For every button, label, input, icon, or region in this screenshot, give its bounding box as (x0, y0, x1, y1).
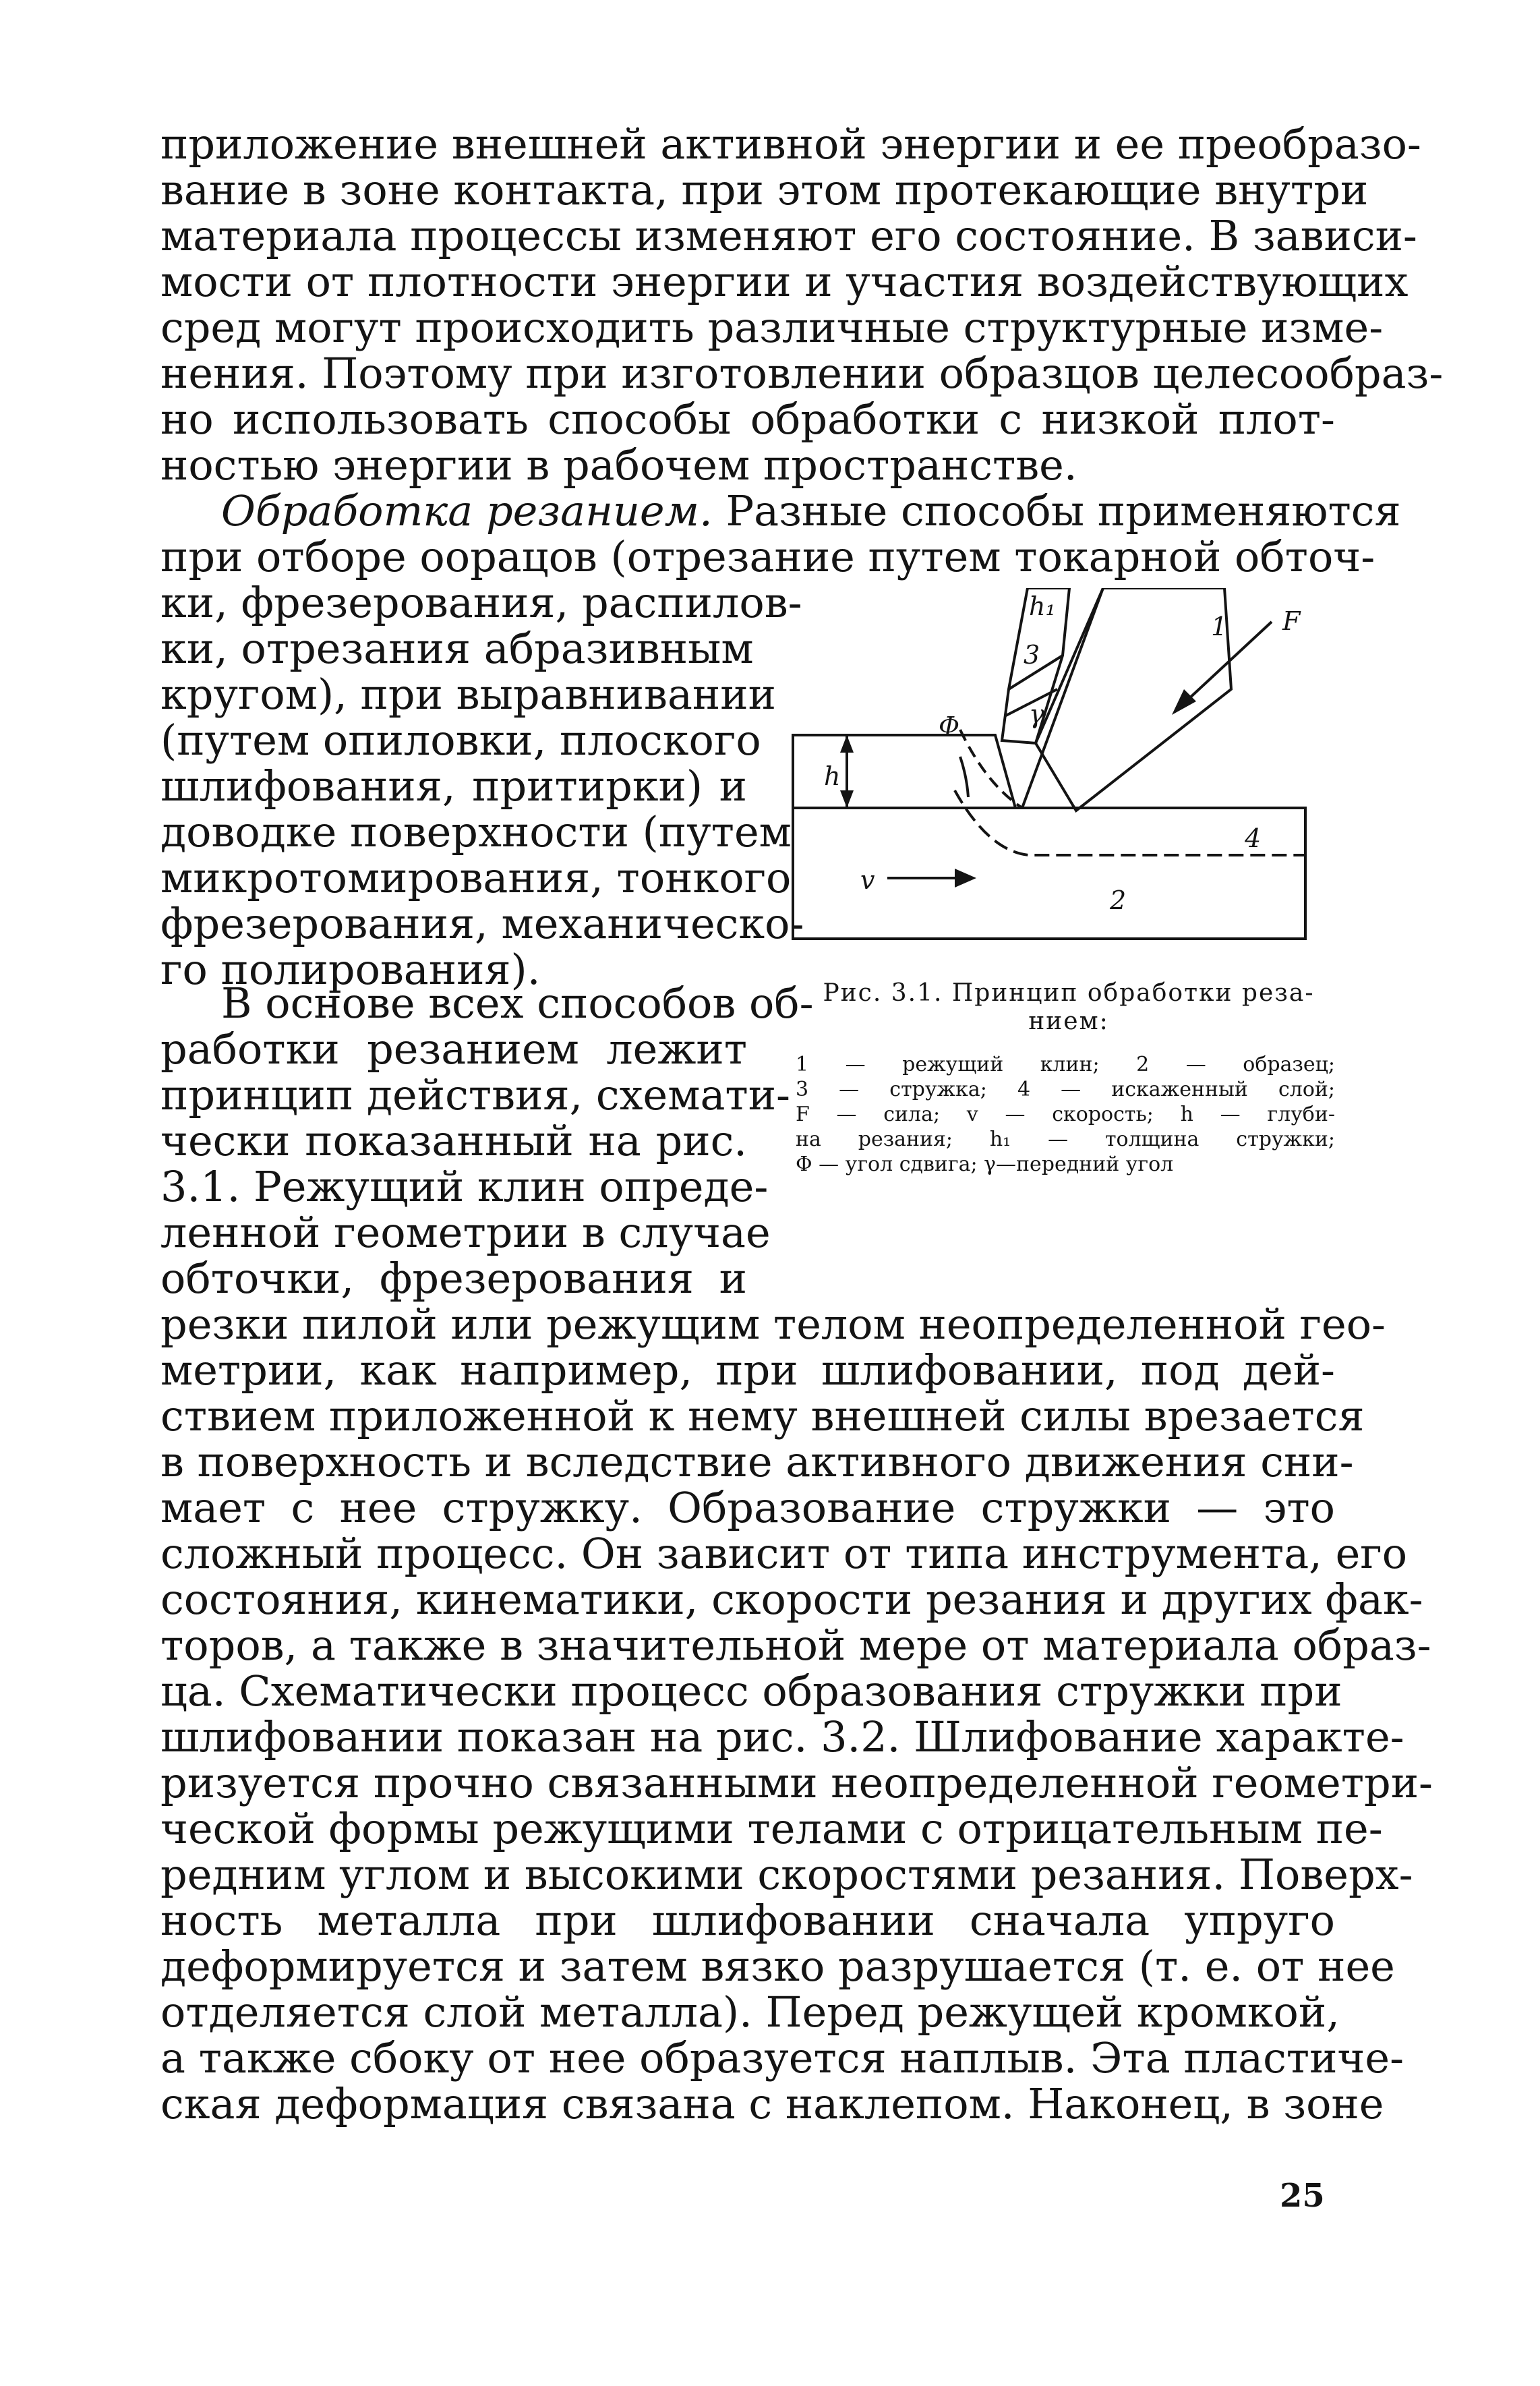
text-line: сложный процесс. Он зависит от типа инструмента, его (160, 1529, 1408, 1578)
text-line: работки резанием лежит (160, 1024, 747, 1074)
text-line: (путем опиловки, плоского (160, 716, 761, 765)
cutting-diagram-figure (786, 588, 1326, 952)
text-line: мает с нее стружку. Образование стружки — это (160, 1483, 1335, 1532)
figure-label-3: 3 (1024, 640, 1040, 670)
figure-label-phi: Φ (939, 711, 960, 741)
caption-title-line: Рис. 3.1. Принцип обработки реза- (823, 979, 1315, 1007)
text-line: сред могут происходить различные структурные изме- (160, 303, 1384, 352)
text-line: ризуется прочно связанными неопределенной геометри- (160, 1758, 1433, 1807)
caption-title-line: нием: (1028, 1008, 1109, 1035)
caption-legend-line: Φ — угол сдвига; γ—передний угол (796, 1153, 1174, 1176)
text-line: материала процессы изменяют его состояние. В зависи- (160, 211, 1417, 260)
text-line: обточки, фрезерования и (160, 1254, 747, 1303)
text-line: принцип действия, схемати- (160, 1070, 790, 1119)
text-line: ца. Схематически процесс образования стружки при (160, 1666, 1342, 1716)
text-line: кругом), при выравнивании (160, 670, 776, 719)
text-line: шлифования, притирки) и (160, 761, 747, 811)
text-line: ленной геометрии в случае (160, 1208, 771, 1257)
text-line: 3.1. Режущий клин опреде- (160, 1162, 769, 1211)
figure-label-1: 1 (1211, 612, 1228, 641)
text-line: доводке поверхности (путем (160, 807, 792, 856)
text-line: торов, а также в значительной мере от материала образ- (160, 1621, 1431, 1670)
text-line: при отборе оорацов (отрезание путем токарной обточ- (160, 532, 1375, 581)
figure-label-2: 2 (1110, 885, 1127, 915)
text-line: шлифовании показан на рис. 3.2. Шлифование характе- (160, 1712, 1404, 1762)
velocity-arrowhead (955, 869, 976, 888)
text-line: приложение внешней активной энергии и ее преобразо- (160, 119, 1421, 169)
figure-label-F: F (1282, 606, 1301, 636)
text-line: деформируется и затем вязко разрушается (т. е. от нее (160, 1942, 1395, 1991)
phi-angle-arc (960, 757, 968, 797)
text-line: но использовать способы обработки с низкой плот- (160, 395, 1335, 444)
text-line: редним углом и высокими скоростями резания. Поверх- (160, 1850, 1413, 1899)
h-arrowhead-top (840, 735, 854, 753)
text-line: го полирования). (160, 945, 541, 994)
h-arrowhead-bottom (840, 790, 854, 808)
cutting-diagram (786, 588, 1326, 952)
text-line: ность металла при шлифовании сначала упруго (160, 1896, 1335, 1945)
paragraph-first-line (221, 486, 1401, 535)
figure-label-v: v (860, 865, 875, 895)
text-line: ки, отрезания абразивным (160, 624, 754, 673)
text-line: В основе всех способов об- (221, 979, 814, 1028)
text-line: а также сбоку от нее образуется наплыв. Эта пластиче- (160, 2033, 1404, 2083)
text-line: состояния, кинематики, скорости резания и других фак- (160, 1575, 1423, 1624)
text-line: чески показанный на рис. (160, 1116, 747, 1165)
text-line: резки пилой или режущим телом неопределенной гео- (160, 1300, 1386, 1349)
text-line: ская деформация связана с наклепом. Наконец, в зоне (160, 2079, 1384, 2128)
text-fragment: Разные способы применяются (725, 486, 1401, 535)
caption-legend-line: 3 — стружка; 4 — искаженный слой; (796, 1078, 1335, 1101)
caption-legend-line: на резания; h₁ — толщина стружки; (796, 1128, 1335, 1151)
text-line: нения. Поэтому при изготовлении образцов целесообраз- (160, 349, 1444, 398)
text-line: в поверхность и вследствие активного движения сни- (160, 1437, 1354, 1486)
page-number: 25 (1280, 2177, 1325, 2215)
text-line: вание в зоне контакта, при этом протекающие внутри (160, 165, 1369, 214)
figure-label-4: 4 (1245, 823, 1262, 853)
figure-label-gamma: γ (1029, 699, 1044, 729)
text-line: метрии, как например, при шлифовании, под дей- (160, 1345, 1335, 1395)
text-line: мости от плотности энергии и участия воздействующих (160, 257, 1409, 306)
figure-caption-title (802, 979, 1335, 1036)
figure-caption-legend (796, 1052, 1335, 1177)
force-arrowhead (1172, 689, 1196, 715)
text-line: ностью энергии в рабочем пространстве. (160, 440, 1077, 490)
text-line: ческой формы режущими телами с отрицательным пе- (160, 1804, 1383, 1853)
figure-label-h: h (824, 761, 841, 791)
text-line: отделяется слой металла). Перед режущей кромкой, (160, 1987, 1340, 2037)
section-heading: Обработка резанием. (221, 486, 713, 535)
text-line: ки, фрезерования, распилов- (160, 578, 802, 627)
text-line: ствием приложенной к нему внешней силы врезается (160, 1391, 1365, 1441)
caption-legend-line: F — сила; v — скорость; h — глуби- (796, 1103, 1335, 1126)
figure-label-h1: h₁ (1029, 591, 1056, 621)
text-line: микротомирования, тонкого (160, 853, 792, 902)
text-line: фрезерования, механическо- (160, 899, 804, 948)
caption-legend-line: 1 — режущий клин; 2 — образец; (796, 1053, 1335, 1076)
